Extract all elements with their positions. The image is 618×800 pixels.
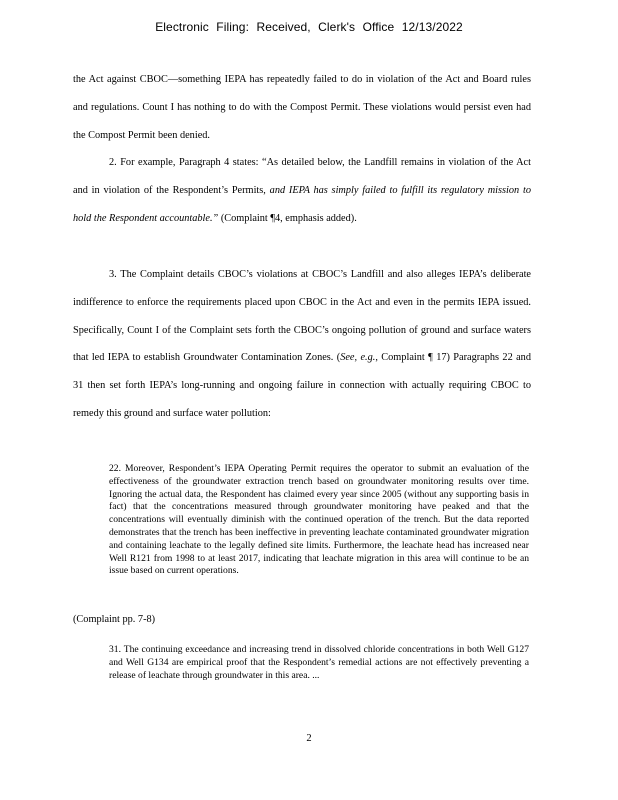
paragraph-3-see-signal: See, e.g. [340,352,376,364]
paragraph-2 [73,149,531,232]
paragraph-3 [73,261,531,428]
block-quote-paragraph-31: 31. The continuing exceedance and increasing trend in dissolved chloride concentrations in both Well G127 and Well G134 are empirical proof that the Respondent’s remedial actions are not effectively preventing a release of leachate through groundwater in this area. ... [109,644,529,681]
block-quote-citation: (Complaint pp. 7-8) [73,614,156,625]
paragraph-3-text-continued: , Complaint ¶ 17) Paragraphs 22 and 31 then set forth IEPA’s long-running and ongoing failure in connection with actually requiring CBOC to remedy this ground and surface water pollution: [73,352,531,419]
paragraph-2-citation: (Complaint ¶4, emphasis added). [218,212,357,224]
page-number: 2 [306,733,312,744]
paragraph-2-text: 2. For example, Paragraph 4 states: “As detailed below, the Landfill remains in violation of the Act and in violation of the Respondent’s Permits, [73,157,531,196]
paragraph-2-emphasis: and IEPA has simply failed to fulfill its regulatory mission to hold the Respondent accountable.” [73,184,532,224]
paragraph-3-text: 3. The Complaint details CBOC’s violations at CBOC’s Landfill and also alleges IEPA’s deliberate indifference to enforce the requirements placed upon CBOC in the Act and even in the permits IEPA issued. Specifically, Count I of the Complaint sets forth the CBOC’s ongoing pollution of ground and surface waters that led IEPA to establish Groundwater Contamination Zones. ( [73,269,531,364]
filing-stamp-header: Electronic Filing: Received, Clerk's Office 12/13/2022 [155,20,463,34]
block-quote-paragraph-22: 22. Moreover, Respondent’s IEPA Operating Permit requires the operator to submit an evaluation of the effectiveness of the groundwater extraction trench based on groundwater monitoring results over time. Ignoring the actual data, the Respondent has claimed every year since 2005 (without any supporting basis in fact) that the concentrations measured through groundwater monitoring have peaked and that the concentrations will eventually diminish with the continued operation of the trench. But the data reported demonstrates that the trench has been ineffective in preventing leachate contaminated groundwater migration and containing leachate to the legally defined site limits. Furthermore, the leachate head has increased near Well R121 from 1998 to at least 2017, indicating that leachate migration in this area will continue to be an issue based on current operations. [109,463,529,577]
paragraph-continued: the Act against CBOC—something IEPA has repeatedly failed to do in violation of the Act and Board rules and regulations. Count I has nothing to do with the Compost Permit. These violations would persist even had the Compost Permit been denied. [73,74,531,141]
